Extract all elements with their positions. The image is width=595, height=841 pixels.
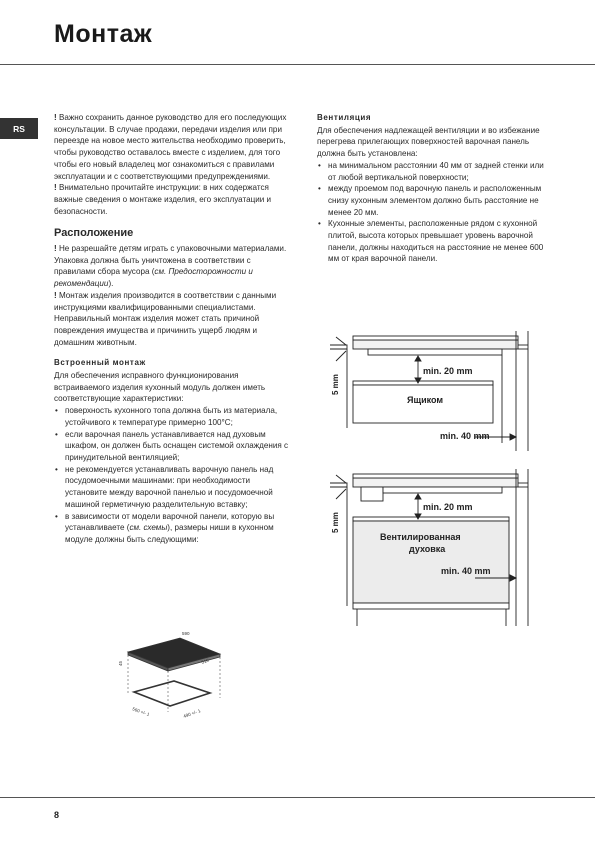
placement-paragraph-1 [54,243,290,290]
warning-mark: ! [54,244,57,254]
hob-body [353,340,518,349]
diagram-reference: см. схемы [129,523,168,533]
ventilation-heading: Вентиляция [317,113,372,122]
list-item-text-end: ), размеры ниши в кухонном модуле должны быть следующими: [65,523,274,544]
warning-mark: ! [54,290,57,300]
hob-dimensions-diagram [118,630,228,722]
oven-top [353,517,509,521]
list-item: • поверхность кухонного топа должна быть из материала, устойчивого к температуре примерно 100°C; [54,405,290,428]
arrow-head [510,575,516,581]
oven-shelf [353,603,509,609]
hob-glass [353,474,518,478]
header-divider [0,64,595,65]
footer-divider [0,797,595,798]
arrow-head [415,356,421,361]
intro-text-1: Важно сохранить данное руководство для его последующих консультации. В случае продажи, передачи изделия или при переезде на новое место жительства необходимо проверить, чтобы руководство оставалось вместе с изделием, для того чтобы его новый владелец мог ознакомиться с правилами эксплуатации и с соответствующими предупреждениями. [54,113,287,181]
placement-paragraph-2 [54,290,290,349]
list-item: • Кухонные элементы, расположенные рядом с кухонной плитой, высота которых превышает уровень варочной панели, должны находиться на расстояние не менее 600 мм от края варочной панели. [317,218,553,265]
left-column [54,112,290,546]
list-item: • между проемом под варочную панель и расположенным снизу кухонным элементом должно быть расстояние не менее 20 мм. [317,183,553,218]
intro-text-2: Внимательно прочитайте инструкции: в них содержатся важные сведения о монтаже изделия, его эксплуатации и безопасности. [54,183,272,216]
wall-gap-label: min. 40 mm [440,431,490,441]
right-column [317,112,553,265]
hob-base [368,349,502,355]
arrow-line [336,475,346,483]
placement-text-2: Монтаж изделия производится в соответствии с данными инструкциями квалифицированными специалистами. Неправильный монтаж изделия может стать причиной повреждения имущества и причинить ущерб людям и домашним животным. [54,290,277,347]
list-item [54,511,290,546]
ventilation-intro: Для обеспечения надлежащей вентиляции и во избежание перегрева прилегающих поверхностей варочная панель должна быть установлена: [317,125,540,159]
arrow-line [336,337,346,345]
list-item-text: в зависимости от модели варочной панели, которую вы устанавливаете ( [65,511,275,533]
dim-top-depth: 510 [200,657,210,665]
list-item: • если варочная панель устанавливается над духовым шкафом, он должен быть оснащен системой охлаждения с принудительной вентиляцией; [54,429,290,464]
ventilation-list [317,160,553,265]
hob-glass [353,336,518,340]
dim-height: 45 [118,660,123,666]
dim-cutout-depth: 490 +/- 1 [182,708,202,719]
drawer-label: Ящиком [407,395,444,405]
page-number: 8 [54,810,60,820]
arrow-line [336,489,346,499]
warning-mark: ! [54,183,57,193]
builtin-intro: Для обеспечения исправного функционирования встраиваемого изделия кухонный модуль должен иметь соответствующие характеристики: [54,371,266,404]
warning-mark: ! [54,113,57,122]
wall-gap-label: min. 40 mm [441,566,491,576]
intro-paragraph-1 [54,112,290,182]
cutout-shape [134,681,210,706]
side-gap-label: 5 mm [331,374,340,395]
oven-label-line1: Вентилированная [380,532,461,542]
hob-connector [361,487,383,501]
placement-text-1-end: ). [108,279,114,289]
placement-text-1: Не разрешайте детям играть с упаковочными материалами. Упаковка должна быть уничтожена в соответствии с правилами сбора мусора ( [54,244,287,277]
min-gap-label: min. 20 mm [423,502,473,512]
arrow-head [415,494,421,499]
intro-paragraph-2 [54,182,290,217]
placement-heading: Расположение [54,227,134,240]
oven-label-line2: духовка [409,544,446,554]
language-tab: RS [0,118,38,139]
builtin-list [54,405,290,545]
arrow-head [510,434,516,440]
builtin-heading: Встроенный монтаж [54,358,146,368]
arrow-line [336,351,346,361]
list-item: • на минимальном расстоянии 40 мм от задней стенки или от любой вертикальной поверхности; [317,160,553,183]
placement-reference: см. Предосторожности и рекомендации [54,267,253,289]
list-item: • не рекомендуется устанавливать варочную панель над посудомоечными машинами: при необходимости установите между варочной панелью и посудомоечной машиной герметичную разделительную вставку; [54,464,290,511]
installation-diagram-drawer [330,323,556,453]
drawer-top [353,381,493,385]
side-gap-label: 5 mm [331,512,340,533]
installation-diagram-oven [330,461,556,631]
dim-cutout-width: 560 +/- 1 [131,706,151,718]
hob-base [383,487,502,493]
min-gap-label: min. 20 mm [423,366,473,376]
dim-top-width: 590 [182,631,190,636]
countertop-left [330,483,347,487]
hob-body [353,478,518,487]
page-title: Монтаж [54,20,153,48]
countertop-left [330,345,347,349]
